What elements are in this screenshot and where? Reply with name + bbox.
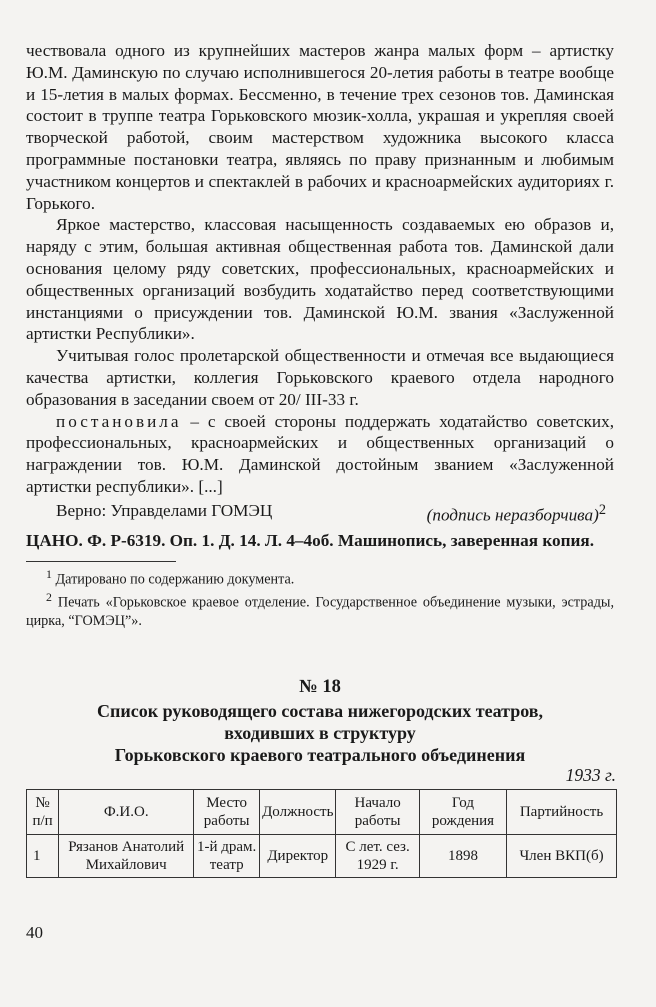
col-header-name: Ф.И.О. (59, 790, 194, 835)
signature-line (26, 500, 614, 527)
document-title-line-1: Список руководящего состава нижегородских театров, (97, 701, 543, 721)
footnotes (26, 566, 614, 630)
staff-table (26, 789, 617, 878)
document-year: 1933 г. (565, 765, 616, 785)
document-title-line-2: входивших в структуру (224, 723, 416, 743)
cell-workplace: 1-й драм. театр (194, 835, 260, 878)
cell-birth-year: 1898 (419, 835, 506, 878)
cell-start: С лет. сез. 1929 г. (336, 835, 419, 878)
resolution-keyword: постановила (56, 411, 182, 431)
resolution-text: – с своей стороны поддержать ходатайство советских, профессиональных, красноармейских и общественных организаций о награждении тов. Ю.М. Даминской достойным званием «Заслуженной артистки республики». [...] (26, 411, 614, 496)
col-header-party: Партийность (507, 790, 617, 835)
paragraph-2: Яркое мастерство, классовая насыщенность создаваемых ею образов и, наряду с этим, большая активная общественная работа тов. Даминской дали основания целому ряду советских, профессиональных, красноармейских и общественных организаций возбудить ходатайство перед соответствующими инстанциями о присуждении тов. Даминской Ю.М. звания «Заслуженной артистки Республики». (26, 215, 614, 344)
resolution-paragraph (26, 411, 614, 498)
page-number: 40 (26, 923, 43, 942)
col-header-position: Должность (260, 790, 336, 835)
table-header-row (27, 790, 617, 835)
archive-reference: ЦАНО. Ф. Р-6319. Оп. 1. Д. 14. Л. 4–4об. Машинопись, заверенная копия. (26, 531, 594, 551)
paragraph-3: Учитывая голос пролетарской общественности и отмечая все выдающиеся качества артистки, коллегия Горьковского краевого отдела народного образования в заседании своем от 20/ III-33 г. (26, 346, 614, 409)
paragraph-1: чествовала одного из крупнейших мастеров жанра малых форм – артистку Ю.М. Даминскую по случаю исполнившегося 20-летия работы в театре вообще и 15-летия в малых формах. Бессменно, в течение трех сезонов тов. Даминская состоит в труппе театра Горьковского мюзик-холла, украшая и укрепляя своей творческой работой, своим мастерством художника высокого класса программные постановки театра, являясь по праву признанным и любимым участником концертов и спектаклей в рабочих и красноармейских аудиториях г. Горького. (26, 41, 614, 213)
signature-right: (подпись неразборчива) (426, 505, 599, 525)
col-header-workplace: Место работы (194, 790, 260, 835)
signature-left: Верно: Управделами ГОМЭЦ (56, 500, 273, 520)
cell-party: Член ВКП(б) (507, 835, 617, 878)
signature-footnote-mark: 2 (598, 501, 606, 518)
document-number: № 18 (299, 677, 341, 697)
col-header-birth-year: Год рождения (419, 790, 506, 835)
cell-name: Рязанов Анатолий Михайлович (59, 835, 194, 878)
table-row (27, 835, 617, 878)
footnote-2: $^2$ Печать «Горьковское краевое отделение. Государственное объединение музыки, эстрады, цирка, “ГОМЭЦ”». (26, 590, 614, 629)
footnote-1: $^1$ Датировано по содержанию документа. (46, 567, 295, 588)
document-title-line-3: Горьковского краевого театрального объединения (114, 745, 526, 765)
main-text (26, 40, 614, 630)
col-header-number: № п/п (27, 790, 59, 835)
document-heading (26, 676, 614, 766)
col-header-start: Начало работы (336, 790, 419, 835)
footnote-divider (26, 561, 176, 562)
cell-number: 1 (27, 835, 59, 878)
cell-position: Директор (260, 835, 336, 878)
